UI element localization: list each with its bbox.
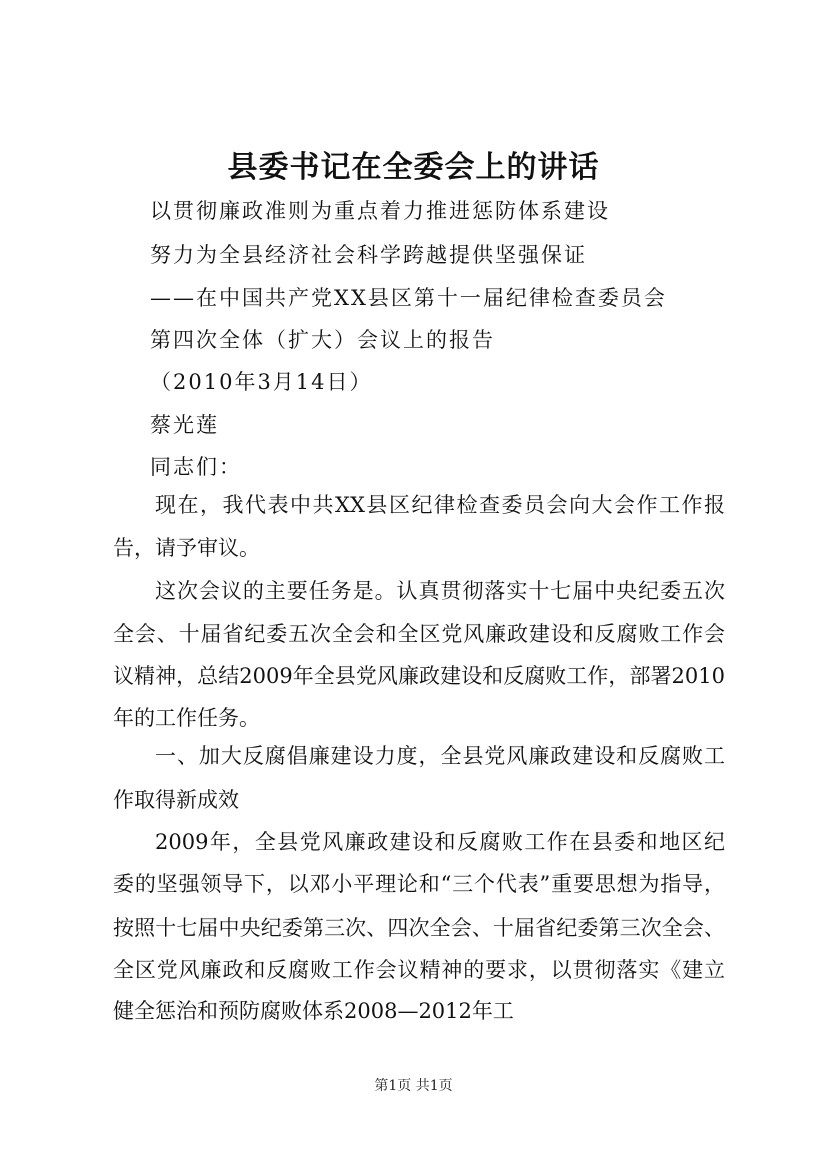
paragraph-line: 健全惩治和预防腐败体系2008—2012年工: [113, 999, 514, 1023]
section-heading-line: 作取得新成效: [113, 788, 239, 812]
paragraph-line: 现在，我代表中共XX县区纪律检查委员会向大会作工作报: [155, 493, 725, 517]
date-line: （2010年3月14日）: [150, 370, 373, 394]
paragraph-line: 这次会议的主要任务是。认真贯彻落实十七届中央纪委五次: [155, 579, 725, 603]
paragraph-line: 年的工作任务。: [113, 706, 260, 730]
paragraph-line: 按照十七届中央纪委第三次、四次全会、十届省纪委第三次全会、: [113, 916, 725, 940]
paragraph-line: 全会、十届省纪委五次全会和全区党风廉政建设和反腐败工作会: [113, 622, 725, 646]
paragraph-line: 告，请予审议。: [113, 536, 260, 560]
salutation: 同志们：: [150, 455, 242, 479]
subtitle-line: 第四次全体（扩大）会议上的报告: [150, 328, 495, 352]
document-title: 县委书记在全委会上的讲话: [227, 150, 600, 185]
subtitle-line: 努力为全县经济社会科学跨越提供坚强保证: [150, 243, 587, 267]
paragraph-line: 议精神，总结2009年全县党风廉政建设和反腐败工作，部署2010: [113, 664, 725, 688]
paragraph-line: 委的坚强领导下，以邓小平理论和“三个代表”重要思想为指导，: [113, 872, 725, 896]
subtitle-line: 以贯彻廉政准则为重点着力推进惩防体系建设: [150, 199, 610, 223]
subtitle-line: ——在中国共产党XX县区第十一届纪律检查委员会: [150, 286, 667, 310]
paragraph-line: 2009年，全县党风廉政建设和反腐败工作在县委和地区纪: [155, 830, 725, 854]
paragraph-line: 全区党风廉政和反腐败工作会议精神的要求，以贯彻落实《建立: [113, 958, 725, 982]
section-heading-line: 一、加大反腐倡廉建设力度，全县党风廉政建设和反腐败工: [155, 744, 725, 768]
page-footer: 第1页 共1页: [374, 1078, 453, 1094]
author-name: 蔡光莲: [150, 413, 219, 437]
